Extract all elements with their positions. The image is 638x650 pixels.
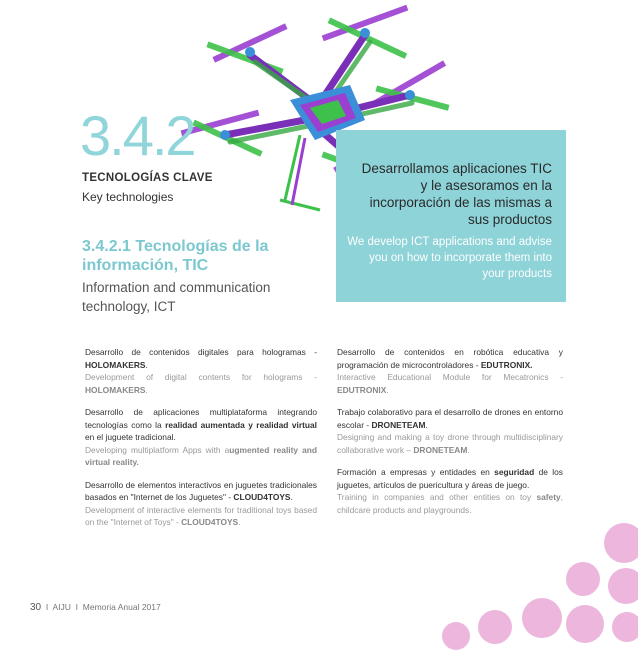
item-bold-en: ugmented reality and virtual reality. xyxy=(85,444,318,467)
list-item xyxy=(85,346,317,396)
section-number: 3.4.2 xyxy=(80,104,195,167)
item-text-es-end: en el juguete tradicional. xyxy=(85,432,176,442)
item-text-en-end: . xyxy=(145,384,148,395)
decorative-dot xyxy=(478,610,512,644)
item-text-en: Development of digital contents for holograms - xyxy=(85,372,317,382)
item-text-es-end: . xyxy=(145,359,148,370)
footer-org: AIJU xyxy=(52,602,71,612)
item-text-en: Designing and making a toy drone through multidisciplinary collaborative work – xyxy=(337,432,563,455)
item-text-es: Desarrollo de aplicaciones multiplataforma integrando tecnologías como la xyxy=(85,407,317,430)
item-bold-es: seguridad xyxy=(494,467,535,477)
right-column xyxy=(337,346,563,526)
item-text-en-end: . xyxy=(467,444,470,455)
item-text-es: Desarrollo de contenidos en robótica educativa y programación de microcontroladores - xyxy=(337,347,563,370)
item-text-es: Desarrollo de contenidos digitales para hologramas - xyxy=(85,347,317,357)
decorative-dot xyxy=(566,562,600,596)
list-item xyxy=(85,406,317,469)
item-text-es: Trabajo colaborativo para el desarrollo de drones en entorno escolar - xyxy=(337,407,563,430)
item-text-en: Developing multiplatform Apps with a xyxy=(85,444,230,455)
item-bold-es: EDUTRONIX. xyxy=(480,359,533,370)
item-text-en-end: , childcare products and playgrounds. xyxy=(337,492,563,515)
item-text-en-end: . xyxy=(238,517,241,527)
decorative-dot xyxy=(608,568,638,604)
item-bold-es: realidad aumentada y realidad virtual xyxy=(165,419,317,430)
subsection-title-en: Information and communication technology, ICT xyxy=(82,280,271,314)
page-footer xyxy=(30,602,161,613)
highlight-text-en: We develop ICT applications and advise you on how to incorporate them into your products xyxy=(347,236,552,280)
item-text-es: Formación a empresas y entidades en xyxy=(337,467,495,477)
item-bold-es: CLOUD4TOYS xyxy=(233,492,291,502)
list-item xyxy=(337,406,563,456)
subsection-title-es: 3.4.2.1 Tecnologías de la información, TIC xyxy=(82,238,269,274)
section-subtitle: Key technologies xyxy=(82,190,174,204)
decorative-dot xyxy=(442,622,470,650)
highlight-text-es: Desarrollamos aplicaciones TIC y le asesoramos en la incorporación de las mismas a sus productos xyxy=(361,161,552,227)
item-text-es-end: . xyxy=(290,492,293,502)
section-title: TECNOLOGÍAS CLAVE xyxy=(82,172,213,184)
item-text-es-end: . xyxy=(425,419,428,430)
footer-doc-title: Memoria Anual 2017 xyxy=(82,602,161,612)
item-text-en: Training in companies and other entities on toy xyxy=(337,492,537,502)
list-item xyxy=(337,466,563,516)
item-text-es-end: de los juguetes, artículos de puericultura y áreas de juego. xyxy=(337,467,563,490)
left-column xyxy=(85,346,317,539)
item-bold-en: EDUTRONIX xyxy=(337,384,387,395)
list-item xyxy=(337,346,563,396)
item-bold-en: DRONETEAM xyxy=(413,444,468,455)
item-text-en: Interactive Educational Module for Mecatronics - xyxy=(337,372,563,382)
item-bold-en: HOLOMAKERS xyxy=(85,384,146,395)
item-text-en-end: . xyxy=(386,384,389,395)
item-bold-en: CLOUD4TOYS xyxy=(181,517,239,527)
decorative-dot xyxy=(522,598,562,638)
footer-separator: I xyxy=(75,602,79,612)
item-bold-es: HOLOMAKERS xyxy=(85,359,146,370)
item-text-en: Development of interactive elements for traditional toys based on the "Internet of Toys" - xyxy=(85,504,317,527)
list-item xyxy=(85,479,317,529)
item-text-es: Desarrollo de elementos interactivos en juguetes tradicionales basados en "Internet de los Juguetes" - xyxy=(85,479,317,502)
item-bold-en: safety xyxy=(536,492,561,502)
item-bold-es: DRONETEAM xyxy=(371,419,426,430)
page-number: 30 xyxy=(30,602,42,613)
decorative-dot xyxy=(566,605,604,643)
highlight-box xyxy=(336,130,566,302)
footer-separator: I xyxy=(45,602,49,612)
decorative-dot xyxy=(604,523,638,563)
